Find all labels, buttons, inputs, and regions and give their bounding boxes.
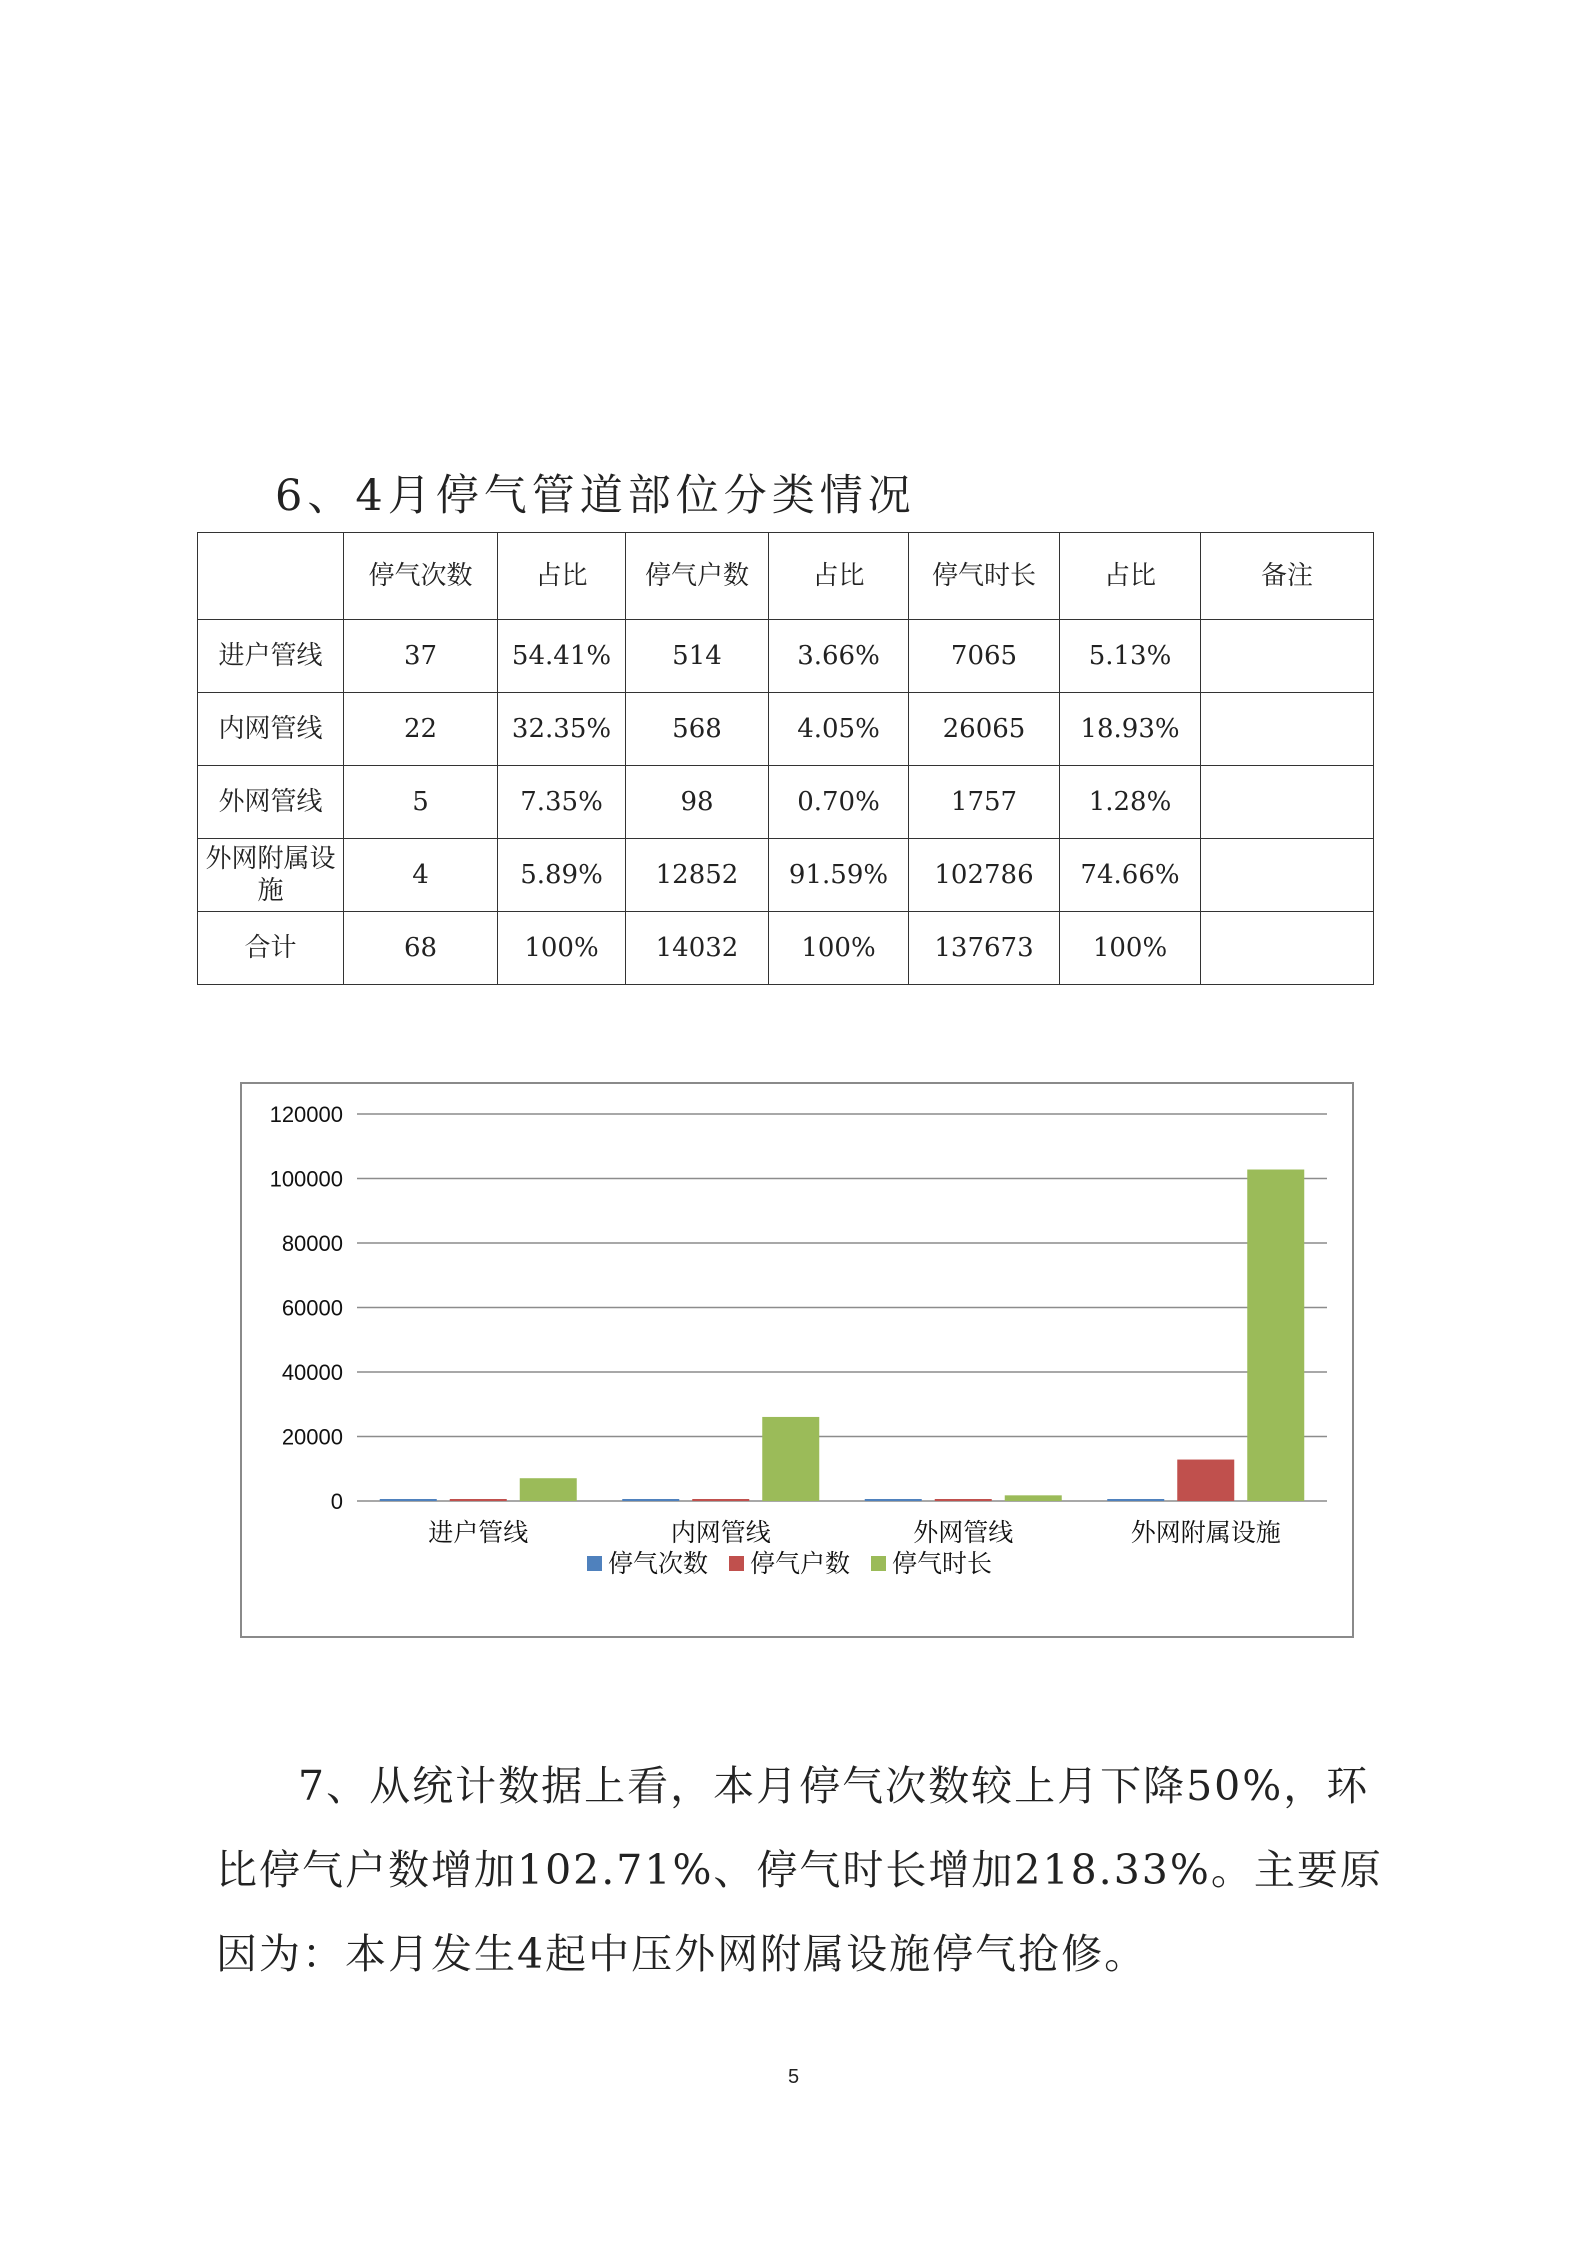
table-cell: 74.66% (1060, 839, 1201, 912)
bar-1-3 (865, 1499, 922, 1501)
table-cell: 1.28% (1060, 766, 1201, 839)
row-label-text: 外网附属设施 (205, 844, 336, 906)
y-tick-label: 120000 (269, 1102, 343, 1127)
table-cell: 32.35% (498, 693, 626, 766)
bar-3-4 (1247, 1170, 1304, 1501)
row-label: 合计 (198, 912, 344, 985)
table-cell: 137673 (909, 912, 1060, 985)
legend-swatch (729, 1556, 744, 1571)
table-cell (1201, 912, 1374, 985)
table-cell: 5.13% (1060, 620, 1201, 693)
y-tick-label: 40000 (281, 1360, 343, 1385)
table-row (198, 766, 1374, 839)
row-label: 内网管线 (198, 693, 344, 766)
x-tick-label: 外网管线 (913, 1519, 1014, 1547)
table-cell: 91.59% (769, 839, 909, 912)
legend-label: 停气户数 (750, 1550, 851, 1578)
table-cell: 1757 (909, 766, 1060, 839)
row-label (198, 839, 344, 912)
table-cell: 5 (344, 766, 498, 839)
bar-3-1 (520, 1478, 577, 1501)
table-cell: 100% (1060, 912, 1201, 985)
header-cell: 占比 (769, 533, 909, 620)
table-header-row (198, 533, 1374, 620)
table-cell: 26065 (909, 693, 1060, 766)
table-cell: 14032 (626, 912, 769, 985)
table-cell: 18.93% (1060, 693, 1201, 766)
bar-2-4 (1177, 1460, 1234, 1501)
table-cell (1201, 839, 1374, 912)
table-row (198, 839, 1374, 912)
table-row (198, 620, 1374, 693)
analysis-paragraph: 7、从统计数据上看，本月停气次数较上月下降50%，环比停气户数增加102.71%、停气时长增加218.33%。主要原因为：本月发生4起中压外网附属设施停气抢修。 (216, 1762, 1383, 1978)
table-cell: 100% (769, 912, 909, 985)
table-cell: 7065 (909, 620, 1060, 693)
table-cell: 4.05% (769, 693, 909, 766)
y-tick-label: 60000 (281, 1295, 343, 1321)
y-tick-label: 0 (330, 1489, 343, 1514)
legend-swatch (871, 1556, 886, 1571)
row-label: 外网管线 (198, 766, 344, 839)
bar-2-3 (935, 1499, 992, 1501)
table-cell: 514 (626, 620, 769, 693)
table-cell: 4 (344, 839, 498, 912)
y-tick-label: 100000 (269, 1166, 343, 1192)
table-cell: 98 (626, 766, 769, 839)
bar-chart-svg (242, 1084, 1352, 1636)
table-cell: 54.41% (498, 620, 626, 693)
x-tick-label: 外网附属设施 (1130, 1519, 1281, 1547)
header-cell: 停气次数 (344, 533, 498, 620)
header-cell: 备注 (1201, 533, 1374, 620)
bar-1-2 (622, 1499, 679, 1501)
table-cell: 7.35% (498, 766, 626, 839)
table-cell (1201, 620, 1374, 693)
header-cell: 占比 (498, 533, 626, 620)
table-cell: 3.66% (769, 620, 909, 693)
bar-2-1 (450, 1499, 507, 1501)
header-cell: 停气户数 (626, 533, 769, 620)
header-cell (198, 533, 344, 620)
outage-statistics-table (197, 532, 1374, 985)
header-cell: 停气时长 (909, 533, 1060, 620)
bar-2-2 (692, 1499, 749, 1501)
x-tick-label: 内网管线 (670, 1519, 771, 1547)
table-cell: 100% (498, 912, 626, 985)
table-cell (1201, 693, 1374, 766)
table-cell: 12852 (626, 839, 769, 912)
legend-label: 停气次数 (608, 1550, 709, 1578)
bar-chart (240, 1082, 1354, 1638)
bar-3-2 (762, 1417, 819, 1501)
table-cell: 22 (344, 693, 498, 766)
table-cell: 0.70% (769, 766, 909, 839)
table-cell: 5.89% (498, 839, 626, 912)
y-tick-label: 20000 (281, 1424, 343, 1450)
section-title: 6、4月停气管道部位分类情况 (275, 471, 916, 521)
table-cell: 37 (344, 620, 498, 693)
legend-swatch (587, 1556, 602, 1571)
table-total-row (198, 912, 1374, 985)
page-number: 5 (787, 2066, 800, 2088)
legend-label: 停气时长 (892, 1550, 993, 1578)
header-cell: 占比 (1060, 533, 1201, 620)
table-cell: 102786 (909, 839, 1060, 912)
table-cell: 568 (626, 693, 769, 766)
bar-3-3 (1005, 1495, 1062, 1501)
bar-1-1 (380, 1499, 437, 1501)
x-tick-label: 进户管线 (428, 1519, 529, 1547)
bar-1-4 (1107, 1499, 1164, 1501)
table-row (198, 693, 1374, 766)
table-cell (1201, 766, 1374, 839)
row-label: 进户管线 (198, 620, 344, 693)
table-cell: 68 (344, 912, 498, 985)
y-tick-label: 80000 (281, 1231, 343, 1256)
